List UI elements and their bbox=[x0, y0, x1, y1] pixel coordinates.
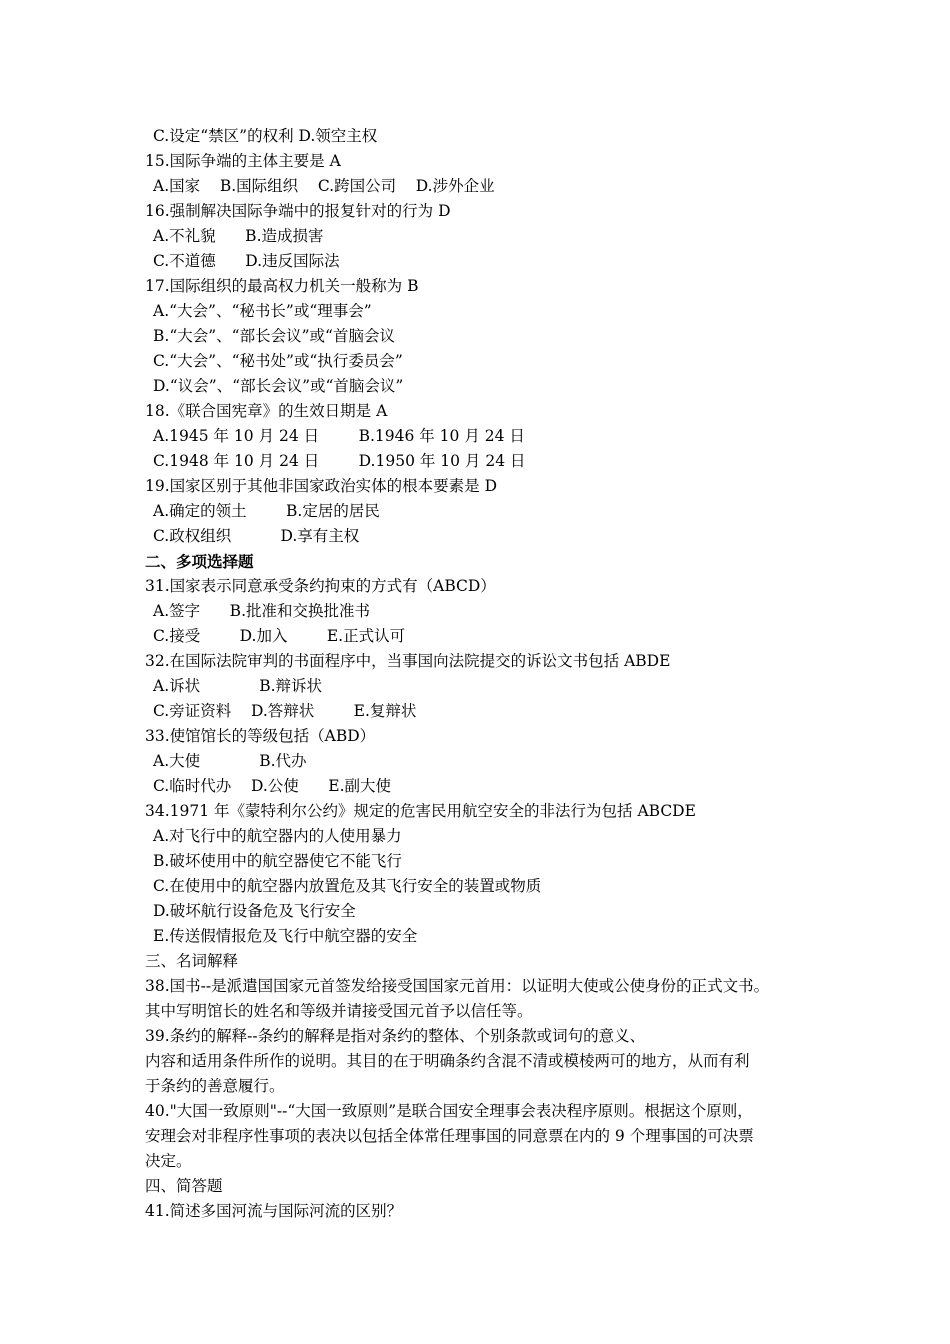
answer-option-line: A.确定的领土 B.定居的居民 bbox=[153, 502, 380, 520]
text-line: 四、简答题 bbox=[145, 1177, 223, 1195]
answer-option-line: A.“大会”、“秘书长”或“理事会” bbox=[153, 302, 372, 320]
text-line: 决定。 bbox=[145, 1152, 192, 1170]
answer-option-line: A.不礼貌 B.造成损害 bbox=[153, 227, 324, 245]
answer-option-line: C.旁证资料 D.答辩状 E.复辩状 bbox=[153, 702, 417, 720]
answer-option-line: C.接受 D.加入 E.正式认可 bbox=[153, 627, 406, 645]
text-line: 其中写明馆长的姓名和等级并请接受国元首予以信任等。 bbox=[145, 1002, 533, 1020]
text-line: 三、名词解释 bbox=[145, 952, 239, 970]
text-line: 41.简述多国河流与国际河流的区别？ bbox=[145, 1202, 403, 1220]
answer-option-line: C.在使用中的航空器内放置危及其飞行安全的装置或物质 bbox=[153, 877, 542, 895]
answer-option-line: C.“大会”、“秘书处”或“执行委员会” bbox=[153, 352, 403, 370]
answer-option-line: A.对飞行中的航空器内的人使用暴力 bbox=[153, 827, 402, 845]
text-line: 38.国书--是派遣国国家元首签发给接受国国家元首用：以证明大使或公使身份的正式文书。 bbox=[145, 977, 770, 995]
text-line: 于条约的善意履行。 bbox=[145, 1077, 285, 1095]
answer-option-line: B.破坏使用中的航空器使它不能飞行 bbox=[153, 852, 402, 870]
answer-option-line: B.“大会”、“部长会议”或“首脑会议 bbox=[153, 327, 395, 345]
text-line: 18.《联合国宪章》的生效日期是 A bbox=[145, 402, 388, 420]
text-line: 安理会对非程序性事项的表决以包括全体常任理事国的同意票在内的 9 个理事国的可决票 bbox=[145, 1127, 754, 1145]
answer-option-line: A.诉状 B.辩诉状 bbox=[153, 677, 323, 695]
answer-option-line: A.国家 B.国际组织 C.跨国公司 D.涉外企业 bbox=[153, 177, 495, 195]
answer-option-line: D.“议会”、“部长会议”或“首脑会议” bbox=[153, 377, 404, 395]
text-line: 19.国家区别于其他非国家政治实体的根本要素是 D bbox=[145, 477, 498, 495]
text-line: 40."大国一致原则"--“大国一致原则”是联合国安全理事会表决程序原则。根据这个原则， bbox=[145, 1102, 753, 1120]
answer-option-line: A.大使 B.代办 bbox=[153, 752, 307, 770]
text-line: 31.国家表示同意承受条约拘束的方式有（ABCD） bbox=[145, 577, 496, 595]
answer-option-line: C.政权组织 D.享有主权 bbox=[153, 527, 360, 545]
answer-option-line: D.破坏航行设备危及飞行安全 bbox=[153, 902, 356, 920]
text-line: 39.条约的解释--条约的解释是指对条约的整体、个别条款或词句的意义、 bbox=[145, 1027, 646, 1045]
text-line: 16.强制解决国际争端中的报复针对的行为 D bbox=[145, 202, 451, 220]
answer-option-line: C.设定“禁区”的权利 D.领空主权 bbox=[153, 127, 378, 145]
answer-option-line: A.1945 年 10 月 24 日 B.1946 年 10 月 24 日 bbox=[153, 427, 525, 445]
text-line: 32.在国际法院审判的书面程序中，当事国向法院提交的诉讼文书包括 ABDE bbox=[145, 652, 671, 670]
section-heading: 二、多项选择题 bbox=[145, 552, 254, 571]
text-line: 内容和适用条件所作的说明。其目的在于明确条约含混不清或模棱两可的地方，从而有利 bbox=[145, 1052, 750, 1070]
document-body bbox=[145, 124, 835, 1224]
text-line: 34.1971 年《蒙特利尔公约》规定的危害民用航空安全的非法行为包括 ABCDE bbox=[145, 802, 696, 820]
text-line: 33.使馆馆长的等级包括（ABD） bbox=[145, 727, 376, 745]
answer-option-line: C.不道德 D.违反国际法 bbox=[153, 252, 340, 270]
answer-option-line: E.传送假情报危及飞行中航空器的安全 bbox=[153, 927, 418, 945]
text-line: 17.国际组织的最高权力机关一般称为 B bbox=[145, 277, 419, 295]
text-line: 15.国际争端的主体主要是 A bbox=[145, 152, 341, 170]
answer-option-line: A.签字 B.批准和交换批准书 bbox=[153, 602, 371, 620]
answer-option-line: C.临时代办 D.公使 E.副大使 bbox=[153, 777, 392, 795]
answer-option-line: C.1948 年 10 月 24 日 D.1950 年 10 月 24 日 bbox=[153, 452, 526, 470]
